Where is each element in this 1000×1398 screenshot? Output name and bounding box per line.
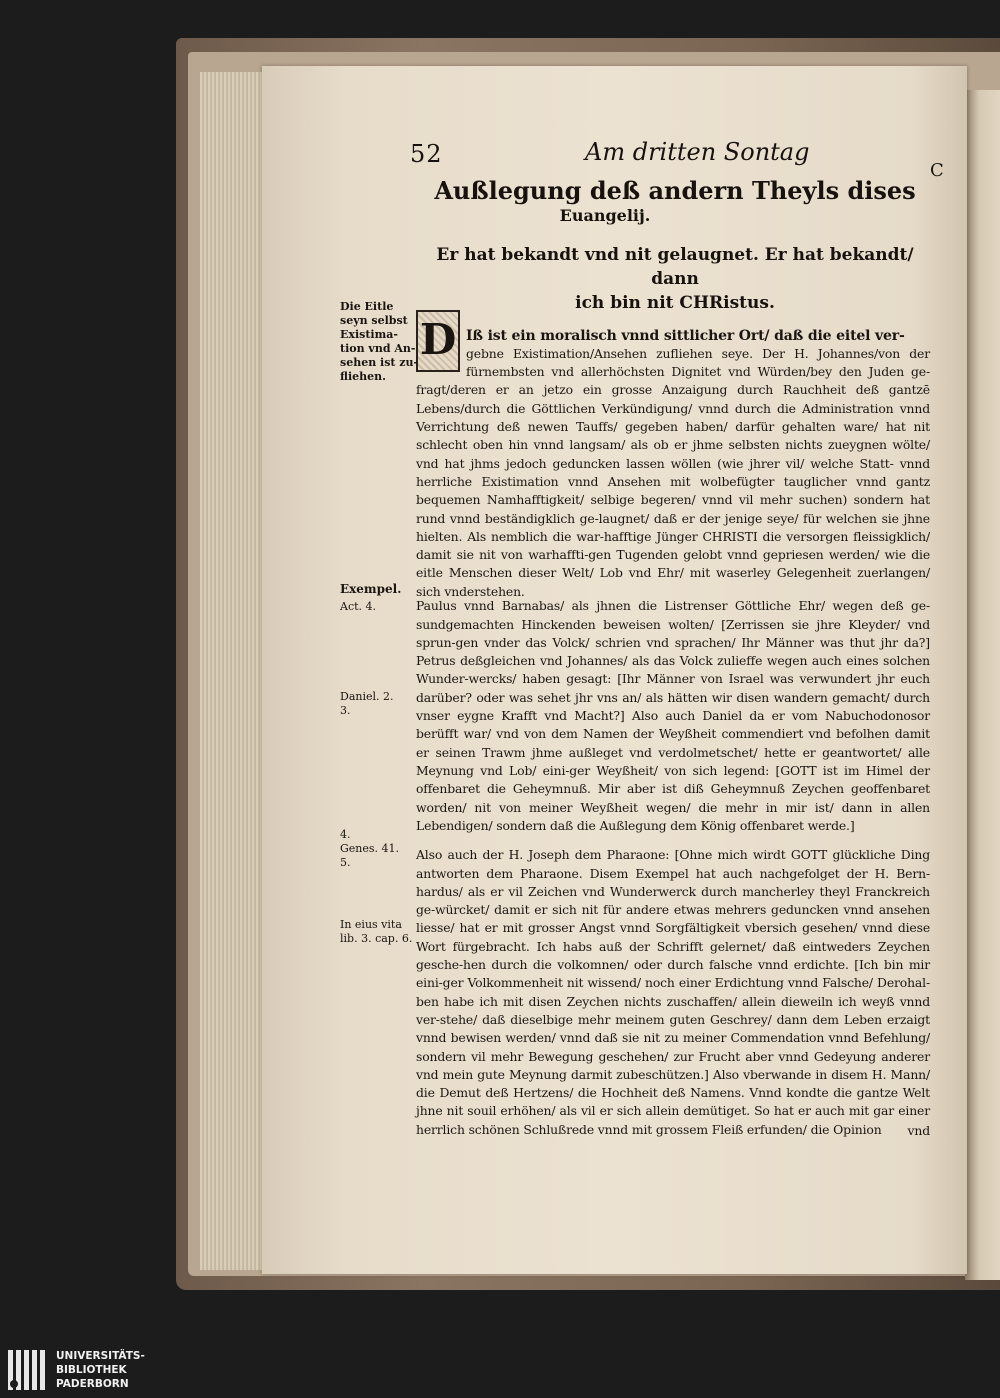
running-head: Am dritten Sontag [585,138,810,166]
paragraph-2-text: Paulus vnnd Barnabas/ als jhnen die Listrenser Göttliche Ehr/ wegen deß ge-sundgemachten Hinckenden beweisen wolten/ [Zerrissen sie jhre Kleyder/ vnd sprun-gen vnder das Volck/ schrien vnd sprachen/ Ihr Männer was thut jhr da?] Petrus deßgleichen vnd Johannes/ als das Volck zulieffe wegen auch eines solchen Wunder-wercks/ haben gesagt: [Ihr Männer von Israel was verwundert jhr euch darüber? oder was sehet jhr vns an/ als hätten wir disen wandern gemacht/ durch vnser eygne Krafft vnd Macht?] Also auch Daniel da er vom Nabuchodonosor berüfft war/ vnd von dem Namen der Weyßheit commendiert vnd befolhen damit er seinen Trawm jhme außleget vnd verdolmetschet/ hette er geantwortet/ alle Meynung vnd Lob/ eini-ger Weyßheit/ von sich legend: [GOTT ist im Himel der offenbaret die Geheymnuß. Mir aber ist diß Geheymnuß Zeychen geoffenbaret worden/ nit von meiner Weyßheit wegen/ die mehr in mir ist/ dann in allen Lebendigen/ sondern daß die Außlegung dem König offenbaret werde.] [416,598,930,833]
paragraph-1-text: gebne Existimation/Ansehen zufliehen seye. Der H. Johannes/von der fürnembsten vnd allerhöchsten Dignitet vnd Würden/bey den Juden ge-fragt/deren er an jetzo ein grosse Anzaigung durch Rauchheit deß gantzē Lebens/durch die Göttlichen Verkündigung/ vnnd durch die Administration vnnd Verrichtung deß newen Tauffs/ gegeben haben/ darfür gehalten ware/ hat nit schlecht oben hin vnnd langsam/ als ob er jhme selbsten nichts zueygnen wölte/ vnd hat jhms jedoch geduncken lassen wöllen (wie jhrer vil/ welche Statt- vnnd herrliche Existimation vnnd Ansehen mit wolbefügter tauglicher vnnd gantz bequemen Namhafftigkeit/ selbige begeren/ vnnd vil mehr suchen) sondern hat rund vnnd beständigklich ge-laugnet/ daß er der jenige seye/ für welchen sie jhne hielten. Als nemblich die war-hafftige Jünger CHRISTI die versorgen fleissigklich/ damit sie nit von warhaffti-gen Tugenden gelobt vnnd gepriesen werden/ wie die eitle Menschen dieser Welt/ Lob vnd Ehr/ mit waserley Gelegenheit zuerlangen/ sich vnderstehen. [416,345,930,599]
facing-page-edge [965,90,1000,1280]
margin-note-eitle: Die Eitle seyn selbst Existima- tion vnd An- sehen ist zu- fliehen. [340,300,419,383]
library-logo-text: UNIVERSITÄTS- BIBLIOTHEK PADERBORN [56,1350,145,1390]
lemma-line-1: Er hat bekandt vnd nit gelaugnet. Er hat bekandt/ dann [436,245,914,289]
paragraph-2 [416,579,930,835]
margin-note-vita: In eius vita lib. 3. cap. 6. [340,918,413,945]
page-number: 52 [410,140,443,168]
margin-note-daniel: Daniel. 2. 3. [340,690,394,717]
paragraph-3 [416,828,930,1139]
edge-mark: C [930,160,944,181]
decorated-initial: D [416,310,460,372]
section-subtitle: Euangelij. [559,206,651,225]
lemma-line-2: ich bin nit CHRistus. [575,293,775,313]
catchword: vnd [907,1123,930,1138]
margin-note-act: Act. 4. [340,600,377,613]
paragraph-1-first-line: Iß ist ein moralisch vnnd sittlicher Ort/ daß die eitel ver- [466,327,905,344]
section-title: Außlegung deß andern Theyls dises [434,176,916,205]
page-stack-edges [200,72,270,1270]
paragraph-3-text: Also auch der H. Joseph dem Pharaone: [Ohne mich wirdt GOTT glückliche Ding antworten dem Pharaone. Disem Exempel hat auch nachgefolget der H. Bern-hardus/ als er vil Zeichen vnd Wunderwerck durch mancherley theyl Franckreich ge-würcket/ damit er sich nit für andere etwas mehrers geduncken vnnd ansehen liesse/ hat er mit grosser Angst vnnd Sorgfältigkeit vbersich gesehen/ vnnd diese Wort fürgebracht. Ich habs auß der Schrifft gelernet/ daß eintweders Zeychen gesche-hen durch die volkomnen/ oder durch falsche vnnd erdichte. [Ich bin mir eini-ger Volkommenheit nit wissend/ noch einer Erdichtung vnnd Falsche/ Derohal-ben habe ich mit disen Zeychen nichts zuschaffen/ allein dieweiln ich weyß vnnd ver-stehe/ daß dieselbige mehr meinem guten Geschrey/ dann dem Leben erzaigt vnnd bewisen werden/ vnnd daß sie nit zu meiner Commendation vnnd Befehlung/ sondern vil mehr Bewegung geschehen/ zur Frucht aber vnnd Gedeyung anderer vnd mein gute Meynung darmit zubeschützen.] Also vberwande in disem H. Mann/ die Demut deß Hertzens/ die Hochheit deß Namens. Vnnd kondte die gantze Welt jhne nit souil erhöhen/ als vil er sich allein demütiget. So hat er auch mit gar einer herrlich schönen Schlußrede vnnd mit grossem Fleiß erfunden/ die Opinion [416,847,930,1137]
paragraph-1 [416,290,930,601]
margin-note-genes: 4. Genes. 41. 5. [340,828,400,869]
margin-note-exempel: Exempel. [340,582,402,596]
library-logo [6,1348,206,1392]
library-logo-icon [6,1348,50,1392]
